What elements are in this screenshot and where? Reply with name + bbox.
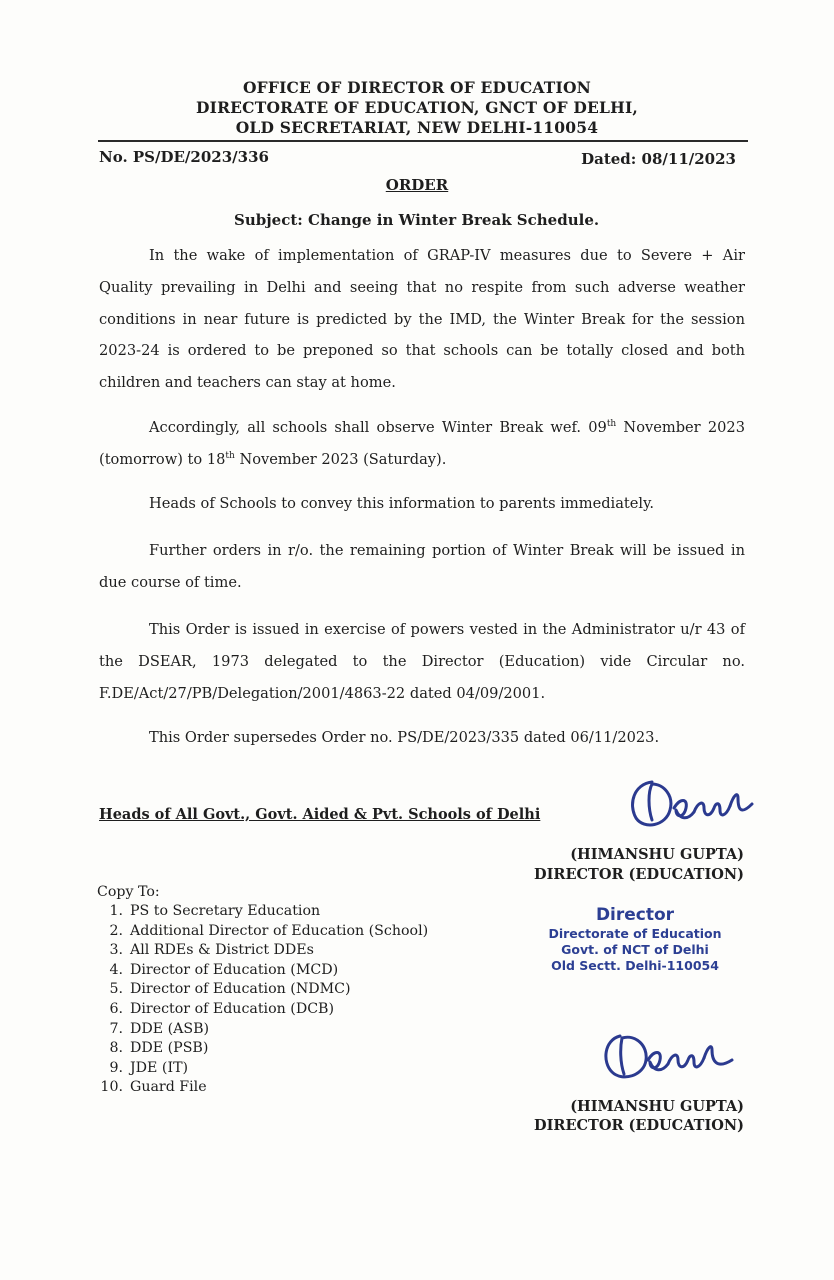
copy-to-item-number: 3. [109, 942, 123, 959]
copy-to-item-number: 10. [100, 1079, 123, 1096]
signatory-2-name: (HIMANSHU GUPTA) [570, 1098, 744, 1115]
paragraph-4 [99, 535, 745, 599]
paragraph-2 [99, 412, 745, 476]
paragraph-1-text: In the wake of implementation of GRAP-IV measures due to Severe + Air Quality prevailing in Delhi and seeing that no respite from such adverse weather conditions in near future is predicted by the IMD, the Winter Break for the session 2023-24 is ordered to be preponed so that schools can be totally closed and both children and teachers can stay at home. [99, 247, 745, 392]
paragraph-2-text-c: November 2023 (Saturday). [234, 450, 447, 468]
copy-to-item-number: 5. [109, 981, 123, 998]
signature-image [598, 1020, 748, 1090]
copy-to-item-number: 1. [109, 903, 123, 919]
ordinal-suffix: th [225, 450, 235, 461]
order-date: Dated: 08/11/2023 [581, 150, 736, 168]
copy-to-item [97, 1020, 428, 1040]
stamp-title: Director [595, 905, 675, 925]
paragraph-2-text-b: November 2023 (tomorrow) to 18 [99, 419, 745, 468]
signatory-designation: DIRECTOR (EDUCATION) [534, 866, 744, 883]
addressee: Heads of All Govt., Govt. Aided & Pvt. Schools of Delhi [99, 806, 541, 823]
copy-to-item-text: Director of Education (DCB) [130, 1000, 335, 1017]
copy-to-item-number: 6. [109, 1000, 123, 1017]
stamp-line-1: Directorate of Education [548, 926, 722, 941]
ordinal-suffix: th [606, 419, 617, 430]
copy-to-item [97, 1039, 428, 1059]
copy-to-item [97, 1000, 428, 1020]
order-subject: Subject: Change in Winter Break Schedule. [234, 211, 600, 229]
order-title: ORDER [385, 176, 449, 194]
copy-to-item-number: 7. [109, 1020, 123, 1037]
copy-to-item-text: PS to Secretary Education [130, 903, 321, 919]
stamp-line-2: Govt. of NCT of Delhi [561, 942, 709, 957]
paragraph-2-text-a: Accordingly, all schools shall observe Winter Break wef. 09 [149, 419, 607, 436]
copy-to-item [97, 980, 428, 1000]
header-office: OFFICE OF DIRECTOR OF EDUCATION [242, 78, 592, 97]
copy-to-item-text: DDE (PSB) [130, 1040, 209, 1057]
copy-to-item-text: All RDEs & District DDEs [130, 942, 314, 959]
paragraph-3-text: Heads of Schools to convey this information to parents immediately. [149, 495, 655, 512]
copy-to-item-text: Director of Education (MCD) [130, 961, 339, 978]
copy-to-item-text: JDE (IT) [130, 1059, 189, 1076]
copy-to-item-number: 2. [109, 922, 123, 939]
copy-to-item-text: DDE (ASB) [130, 1020, 210, 1037]
copy-to-item [97, 1078, 428, 1098]
copy-to-item-number: 4. [109, 961, 123, 978]
copy-to-item-number: 9. [109, 1059, 123, 1076]
paragraph-6-text: This Order supersedes Order no. PS/DE/2023/335 dated 06/11/2023. [149, 729, 660, 746]
copy-to-item [97, 941, 428, 961]
signatory-name: (HIMANSHU GUPTA) [570, 846, 744, 863]
paragraph-6 [99, 722, 745, 754]
paragraph-3 [99, 488, 745, 520]
paragraph-1 [99, 240, 745, 399]
paragraph-4-text: Further orders in r/o. the remaining portion of Winter Break will be issued in due course of time. [99, 542, 745, 591]
paragraph-5-text: This Order is issued in exercise of powers vested in the Administrator u/r 43 of the DSEAR, 1973 delegated to the Director (Education) vide Circular no. F.DE/Act/27/PB/Delegation/2001/4863-22 dated 04/09/2001. [99, 621, 745, 702]
stamp-line-3: Old Sectt. Delhi-110054 [551, 958, 719, 973]
copy-to-item-number: 8. [109, 1040, 123, 1057]
paragraph-5 [99, 614, 745, 709]
signatory-2-designation: DIRECTOR (EDUCATION) [534, 1117, 744, 1134]
signature-image [622, 768, 772, 838]
header-divider [98, 140, 748, 142]
copy-to-item [97, 961, 428, 981]
header-address: OLD SECRETARIAT, NEW DELHI-110054 [235, 118, 599, 137]
header-directorate: DIRECTORATE OF EDUCATION, GNCT OF DELHI, [195, 98, 639, 117]
copy-to-item-text: Guard File [130, 1079, 207, 1096]
copy-to-item [97, 922, 428, 942]
copy-to-item-text: Additional Director of Education (School) [130, 922, 429, 939]
copy-to-list [97, 902, 428, 1098]
copy-to-item [97, 1059, 428, 1079]
official-stamp [530, 904, 740, 974]
copy-to-heading: Copy To: [97, 884, 160, 900]
copy-to-item-text: Director of Education (NDMC) [130, 981, 351, 998]
order-number: No. PS/DE/2023/336 [99, 148, 269, 166]
copy-to-item [97, 902, 428, 922]
